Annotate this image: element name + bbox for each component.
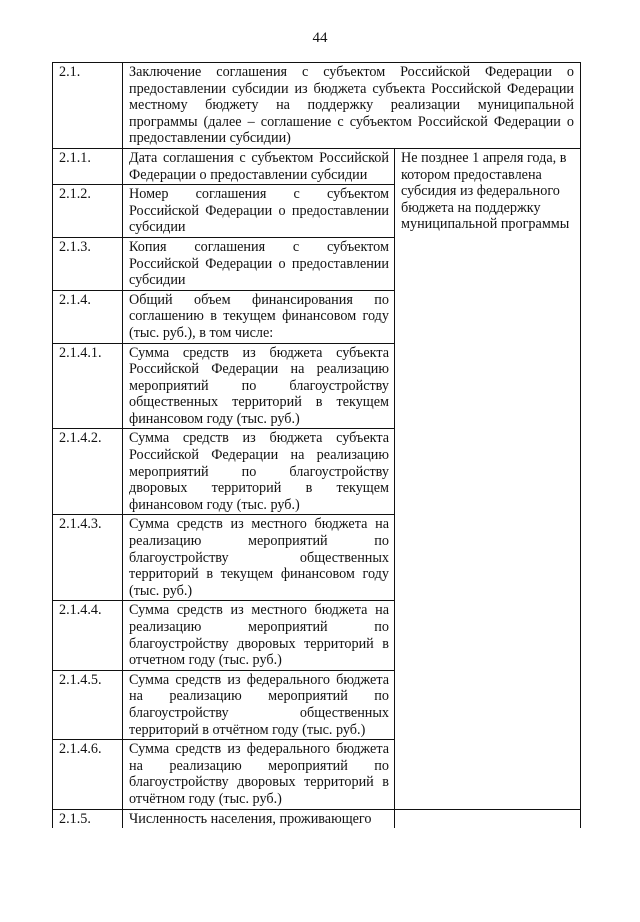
- item-description: Сумма средств из местного бюджета на реализацию мероприятий по благоустройству общественных территорий в текущем финансовом году (тыс. руб.): [123, 515, 395, 601]
- item-description: Сумма средств из бюджета субъекта Российской Федерации на реализацию мероприятий по благоустройству дворовых территорий в текущем финансовом году (тыс. руб.): [123, 429, 395, 515]
- item-description: Численность населения, проживающего: [123, 809, 395, 828]
- item-number: 2.1.1.: [53, 148, 123, 184]
- item-number: 2.1.4.6.: [53, 740, 123, 809]
- requirements-table: [52, 62, 581, 828]
- item-number: 2.1.2.: [53, 185, 123, 238]
- item-description: Сумма средств из федерального бюджета на реализацию мероприятий по благоустройству дворовых территорий в отчётном году (тыс. руб.): [123, 740, 395, 809]
- item-description: Номер соглашения с субъектом Российской Федерации о предоставлении субсидии: [123, 185, 395, 238]
- item-description: Заключение соглашения с субъектом Российской Федерации о предоставлении субсидии из бюджета субъекта Российской Федерации местному бюджету на поддержку реализации муниципальной программы (далее – соглашение с субъектом Российской Федерации о предоставлении субсидии): [123, 63, 581, 149]
- item-number: 2.1.4.5.: [53, 670, 123, 739]
- item-number: 2.1.5.: [53, 809, 123, 828]
- item-description: Дата соглашения с субъектом Российской Федерации о предоставлении субсидии: [123, 148, 395, 184]
- item-description: Копия соглашения с субъектом Российской Федерации о предоставлении субсидии: [123, 237, 395, 290]
- item-number: 2.1.4.3.: [53, 515, 123, 601]
- page-number: 44: [312, 30, 328, 46]
- table-row: [53, 63, 581, 149]
- item-description: Общий объем финансирования по соглашению в текущем финансовом году (тыс. руб.), в том числе:: [123, 290, 395, 343]
- table-row: [53, 809, 581, 828]
- item-description: Сумма средств из местного бюджета на реализацию мероприятий по благоустройству дворовых территорий в отчетном году (тыс. руб.): [123, 601, 395, 670]
- item-description: Сумма средств из бюджета субъекта Российской Федерации на реализацию мероприятий по благоустройству общественных территорий в текущем финансовом году (тыс. руб.): [123, 343, 395, 429]
- deadline-cell-empty: [395, 809, 581, 828]
- table-row: [53, 148, 581, 184]
- item-number: 2.1.4.2.: [53, 429, 123, 515]
- item-number: 2.1.4.: [53, 290, 123, 343]
- item-number: 2.1.4.1.: [53, 343, 123, 429]
- item-number: 2.1.4.4.: [53, 601, 123, 670]
- item-number: 2.1.: [53, 63, 123, 149]
- deadline-cell: Не позднее 1 апреля года, в котором предоставлена субсидия из федерального бюджета на поддержку муниципальной программы: [395, 148, 581, 809]
- item-number: 2.1.3.: [53, 237, 123, 290]
- item-description: Сумма средств из федерального бюджета на реализацию мероприятий по благоустройству общественных территорий в отчётном году (тыс. руб.): [123, 670, 395, 739]
